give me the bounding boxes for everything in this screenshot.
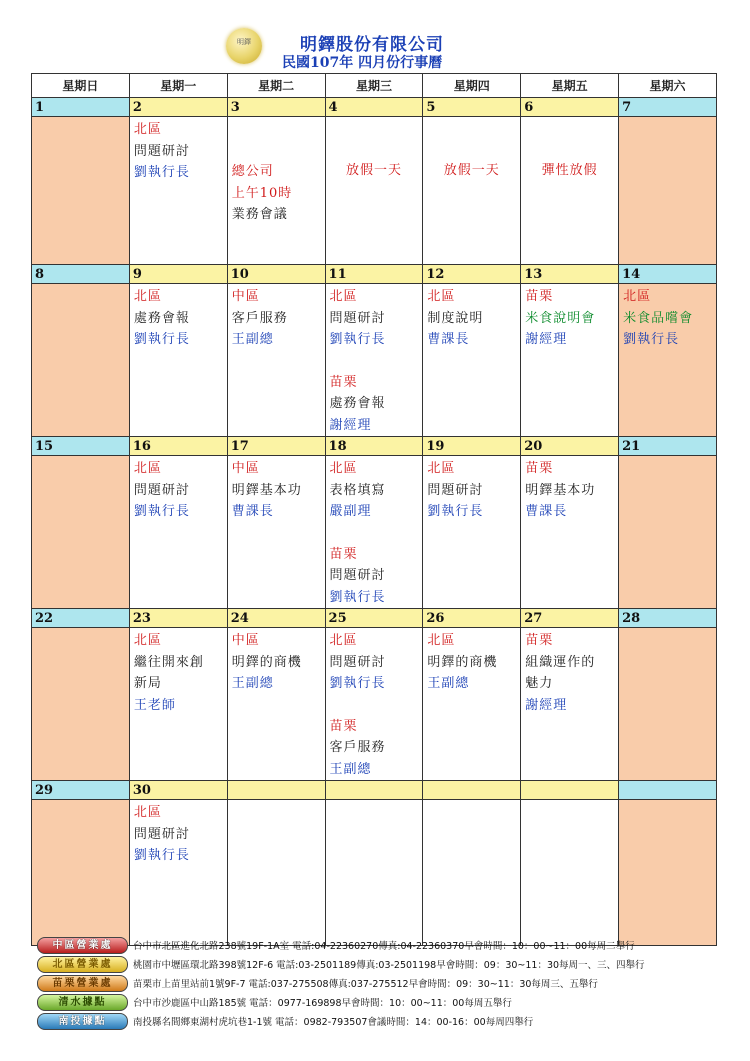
event-list — [228, 117, 325, 226]
holiday-note — [423, 117, 520, 178]
event-list — [130, 117, 227, 184]
date-number — [423, 781, 521, 800]
event-line: 苗栗 — [329, 546, 358, 562]
event-line: 問題研討 — [427, 482, 484, 498]
event-list — [326, 800, 423, 802]
event-list — [130, 456, 227, 523]
event-line: 問題研討 — [329, 568, 386, 583]
weekday-header: 星期二 — [227, 74, 325, 98]
event-list — [619, 117, 716, 119]
office-info-text: 苗栗市上苗里站前1號9F-7 電話:037-275508傳真:037-275512早會時間：09：30~11：30每周三、五舉行 — [133, 979, 598, 990]
date-number: 23 — [129, 609, 227, 628]
day-cell — [619, 800, 717, 946]
event-line: 北區 — [329, 461, 358, 476]
event-list — [32, 800, 129, 802]
event-line: 北區 — [427, 461, 456, 476]
spacer — [232, 140, 325, 161]
event-line: 曹課長 — [525, 504, 568, 519]
day-cell — [227, 284, 325, 437]
office-row — [31, 974, 731, 993]
event-line: 劉執行長 — [329, 589, 386, 605]
event-list — [521, 456, 618, 523]
day-cell — [423, 800, 521, 946]
day-cell — [32, 800, 130, 946]
holiday-note — [326, 117, 423, 178]
date-row — [32, 437, 717, 456]
date-number — [619, 781, 717, 800]
event-line: 北區 — [133, 633, 162, 648]
day-cell — [521, 800, 619, 946]
weekday-header: 星期三 — [325, 74, 423, 98]
event-line: 劉執行長 — [329, 676, 386, 691]
event-row — [32, 117, 717, 265]
event-list — [228, 800, 325, 802]
event-line: 北區 — [623, 289, 652, 304]
date-row — [32, 98, 717, 117]
day-cell — [32, 284, 130, 437]
event-list — [423, 800, 520, 802]
office-badge: 苗栗營業處 — [37, 975, 128, 992]
event-line: 北區 — [133, 289, 162, 304]
event-line: 放假一天 — [345, 163, 402, 178]
event-line: 明鐸基本功 — [525, 482, 596, 498]
office-info-text: 台中市北區進化北路238號19F-1A室 電話:04-22360270傳真:04-22360370早會時間：10：00~11：00每周二舉行 — [133, 941, 635, 952]
day-cell — [521, 456, 619, 609]
office-badge: 中區營業處 — [37, 937, 128, 954]
event-line: 北區 — [133, 805, 162, 820]
event-row — [32, 284, 717, 437]
day-cell — [227, 800, 325, 946]
event-line: 中區 — [231, 633, 260, 648]
event-row — [32, 800, 717, 946]
date-number: 10 — [227, 265, 325, 284]
event-line: 北區 — [133, 461, 162, 476]
event-line: 王副總 — [231, 332, 274, 347]
event-line: 曹課長 — [427, 332, 470, 347]
day-cell — [227, 117, 325, 265]
event-line: 王副總 — [427, 676, 470, 691]
event-list — [130, 284, 227, 351]
event-line: 北區 — [329, 289, 358, 304]
date-number — [325, 781, 423, 800]
event-line: 北區 — [133, 122, 162, 137]
day-cell — [521, 284, 619, 437]
event-line: 處務會報 — [329, 396, 386, 411]
date-number: 20 — [521, 437, 619, 456]
event-line: 問題研討 — [133, 482, 190, 498]
event-row — [32, 456, 717, 609]
date-row — [32, 265, 717, 284]
event-line: 劉執行長 — [133, 848, 190, 863]
day-cell — [325, 456, 423, 609]
date-row — [32, 781, 717, 800]
event-line: 謝經理 — [525, 697, 568, 713]
event-line: 劉執行長 — [427, 504, 484, 519]
office-badge: 清水據點 — [37, 994, 128, 1011]
office-row — [31, 955, 731, 974]
day-cell — [32, 117, 130, 265]
event-line: 制度說明 — [427, 310, 484, 326]
event-line: 劉執行長 — [133, 332, 190, 347]
day-cell — [325, 628, 423, 781]
event-list — [228, 284, 325, 351]
office-row — [31, 1012, 731, 1031]
day-cell — [129, 117, 227, 265]
day-cell — [129, 456, 227, 609]
event-row — [32, 628, 717, 781]
day-cell — [619, 456, 717, 609]
event-list — [423, 284, 520, 351]
date-number: 29 — [32, 781, 130, 800]
date-number: 12 — [423, 265, 521, 284]
event-line: 明鐸基本功 — [231, 482, 302, 498]
event-line: 繼往開來創 — [133, 654, 204, 670]
date-number: 28 — [619, 609, 717, 628]
event-list — [32, 117, 129, 119]
event-line: 曹課長 — [231, 504, 274, 519]
event-line: 新局 — [133, 676, 162, 691]
event-list — [326, 628, 423, 780]
date-number: 14 — [619, 265, 717, 284]
date-number: 24 — [227, 609, 325, 628]
event-line: 王副總 — [329, 761, 372, 777]
date-number: 7 — [619, 98, 717, 117]
day-cell — [325, 800, 423, 946]
date-number: 19 — [423, 437, 521, 456]
event-list — [619, 628, 716, 630]
office-info-text: 台中市沙鹿區中山路185號 電話：0977-169898早會時間：10：00~11：00每周五舉行 — [133, 998, 512, 1009]
date-number: 2 — [129, 98, 227, 117]
event-line: 王老師 — [133, 697, 176, 713]
date-number: 11 — [325, 265, 423, 284]
event-list — [521, 800, 618, 802]
date-number: 6 — [521, 98, 619, 117]
event-line: 苗栗 — [329, 718, 358, 734]
page-header — [0, 0, 750, 72]
date-number: 9 — [129, 265, 227, 284]
day-cell — [129, 800, 227, 946]
event-line: 北區 — [329, 633, 358, 648]
event-list — [326, 284, 423, 436]
date-number: 13 — [521, 265, 619, 284]
logo-text: 明鐸 — [237, 38, 251, 46]
event-line: 中區 — [231, 289, 260, 304]
event-line: 謝經理 — [329, 417, 372, 433]
event-line: 客戶服務 — [231, 310, 288, 326]
date-number: 17 — [227, 437, 325, 456]
event-line: 米食品嚐會 — [623, 310, 694, 326]
date-row — [32, 609, 717, 628]
office-info-text: 桃園市中壢區環北路398號12F-6 電話:03-2501189傳真:03-2501198早會時間：09：30~11：30每周一、三、四舉行 — [133, 960, 645, 971]
event-line: 劉執行長 — [133, 165, 190, 180]
date-number — [227, 781, 325, 800]
event-line: 彈性放假 — [541, 163, 598, 178]
event-list — [521, 284, 618, 351]
date-number: 27 — [521, 609, 619, 628]
day-cell — [619, 117, 717, 265]
date-number: 18 — [325, 437, 423, 456]
event-list — [423, 456, 520, 523]
event-line: 王副總 — [231, 676, 274, 691]
weekday-header: 星期一 — [129, 74, 227, 98]
day-cell — [619, 284, 717, 437]
event-list — [32, 628, 129, 630]
event-list — [619, 456, 716, 458]
event-line: 嚴副理 — [329, 504, 372, 519]
day-cell — [32, 456, 130, 609]
calendar-title: 民國107年 四月份行事曆 — [282, 55, 443, 71]
event-line: 明鐸的商機 — [231, 654, 302, 670]
day-cell — [619, 628, 717, 781]
weekday-header: 星期六 — [619, 74, 717, 98]
day-cell — [423, 117, 521, 265]
event-list — [423, 628, 520, 695]
event-line: 處務會報 — [133, 310, 190, 326]
event-line: 表格填寫 — [329, 482, 386, 498]
office-info-text: 南投縣名間鄉東湖村虎坑巷1-1號 電話：0982-793507會議時間：14：00-16：00每周四舉行 — [133, 1017, 534, 1028]
event-line: 苗栗 — [525, 461, 554, 476]
event-line: 北區 — [427, 289, 456, 304]
date-number: 8 — [32, 265, 130, 284]
event-line: 苗栗 — [329, 374, 358, 390]
event-list — [228, 456, 325, 523]
date-number — [521, 781, 619, 800]
event-line: 問題研討 — [133, 143, 190, 159]
event-line: 問題研討 — [329, 654, 386, 670]
event-line: 謝經理 — [525, 332, 568, 347]
event-line: 問題研討 — [133, 826, 190, 842]
weekday-header: 星期五 — [521, 74, 619, 98]
date-number: 25 — [325, 609, 423, 628]
weekday-header: 星期日 — [32, 74, 130, 98]
event-line: 劉執行長 — [623, 332, 680, 347]
day-cell — [325, 117, 423, 265]
office-badge: 南投據點 — [37, 1013, 128, 1030]
date-number: 3 — [227, 98, 325, 117]
event-line: 上午10時 — [231, 185, 293, 201]
monthly-calendar — [31, 73, 717, 946]
day-cell — [129, 628, 227, 781]
event-line: 問題研討 — [329, 310, 386, 326]
date-number: 15 — [32, 437, 130, 456]
spacer — [330, 351, 423, 372]
day-cell — [423, 628, 521, 781]
holiday-note — [521, 117, 618, 178]
event-line: 米食說明會 — [525, 310, 596, 326]
day-cell — [227, 456, 325, 609]
day-cell — [423, 456, 521, 609]
event-line: 明鐸的商機 — [427, 654, 498, 670]
day-cell — [423, 284, 521, 437]
weekday-header-row — [32, 74, 717, 98]
company-logo — [226, 28, 262, 64]
company-name: 明鐸股份有限公司 — [300, 35, 444, 55]
weekday-header: 星期四 — [423, 74, 521, 98]
event-line: 組織運作的 — [525, 654, 596, 670]
spacer — [330, 523, 423, 544]
event-line: 業務會議 — [231, 207, 288, 222]
event-line: 苗栗 — [525, 289, 554, 304]
event-list — [326, 456, 423, 608]
office-row — [31, 993, 731, 1012]
event-list — [521, 628, 618, 716]
day-cell — [521, 628, 619, 781]
date-number: 21 — [619, 437, 717, 456]
day-cell — [129, 284, 227, 437]
date-number: 26 — [423, 609, 521, 628]
event-line: 劉執行長 — [329, 332, 386, 347]
office-badge: 北區營業處 — [37, 956, 128, 973]
event-line: 魅力 — [525, 676, 554, 691]
date-number: 16 — [129, 437, 227, 456]
day-cell — [325, 284, 423, 437]
event-list — [32, 284, 129, 286]
day-cell — [32, 628, 130, 781]
event-line: 劉執行長 — [133, 504, 190, 519]
event-line: 苗栗 — [525, 633, 554, 648]
date-number: 30 — [129, 781, 227, 800]
date-number: 4 — [325, 98, 423, 117]
event-list — [130, 800, 227, 867]
office-info-footer — [31, 936, 731, 1031]
date-number: 22 — [32, 609, 130, 628]
event-list — [228, 628, 325, 695]
event-list — [130, 628, 227, 716]
day-cell — [227, 628, 325, 781]
event-line: 放假一天 — [443, 163, 500, 178]
event-line: 總公司 — [231, 164, 274, 179]
event-list — [32, 456, 129, 458]
spacer — [330, 695, 423, 716]
event-list — [619, 800, 716, 802]
event-line: 客戶服務 — [329, 740, 386, 755]
date-number: 1 — [32, 98, 130, 117]
event-line: 中區 — [231, 461, 260, 476]
spacer — [232, 119, 325, 140]
day-cell — [521, 117, 619, 265]
office-row — [31, 936, 731, 955]
event-line: 北區 — [427, 633, 456, 648]
date-number: 5 — [423, 98, 521, 117]
event-list — [619, 284, 716, 351]
